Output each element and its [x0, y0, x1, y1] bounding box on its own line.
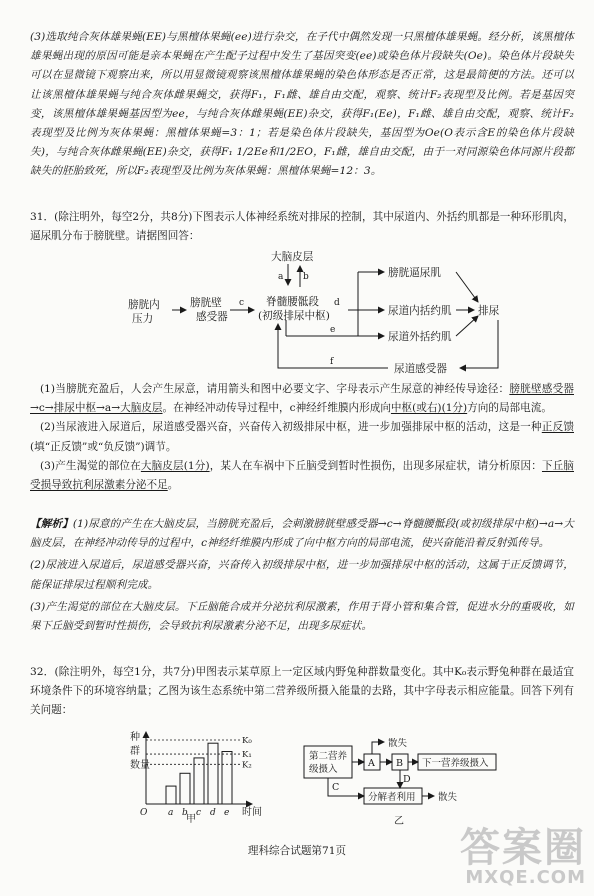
question-stem: 32．(除注明外，每空1分，共7分)甲图表示某草原上一定区域内野兔种群数量变化。其中K₀表示野兔种群在最适宜环境条件下的环境容纳量；乙图为该生态系统中第二营养级所摄入能量的去路，其中字母表示相应能量。回答下列有关问题： [30, 666, 574, 717]
q31-explanation [30, 515, 574, 636]
bar-c [194, 758, 204, 804]
x-label: 时间 [242, 807, 262, 818]
population-chart-jia [128, 728, 278, 824]
node-bladder-wall-line2: 感受器 [196, 311, 228, 323]
x-tick-O: O [140, 808, 148, 818]
y-label-1: 种 [130, 732, 140, 743]
node-urination: 排尿 [478, 305, 500, 317]
page-footer: 理科综合试题第71页 [247, 845, 347, 857]
bar-b [180, 773, 190, 804]
y-label-2: 群 [130, 746, 140, 757]
explanation-2: (2)尿液进入尿道后，尿道感受器兴奋，兴奋传入初级排尿中枢，进一步加强排尿中枢的活动，这属于正反馈调节，能保证排尿过程顺利完成。 [30, 559, 574, 591]
q31-subquestions [30, 380, 574, 495]
k-label-1: K₁ [242, 750, 252, 761]
chart-x-ticks [140, 808, 229, 818]
diagram-caption-yi: 乙 [394, 816, 404, 827]
label-b: b [303, 272, 309, 282]
q31-sub2: (2)当尿液进入尿道后，尿道感受器兴奋，兴奋传入初级排尿中枢，进一步加强排尿中枢的活动，这是一种正反馈(填“正反馈”或“负反馈”)调节。 [30, 421, 574, 453]
watermark-logo-mark: 答案圈 [460, 825, 586, 871]
box-B-label: B [396, 758, 403, 769]
label-e: e [330, 325, 336, 335]
q31-sub1: (1)当膀胱充盈后，人会产生尿意，请用箭头和图中必要文字、字母表示产生尿意的神经传导途径：膀胱壁感受器→c→排尿中枢→a→大脑皮层。在神经冲动传导过程中，c神经纤维膜内形成向中枢(或右)(1分)方向的局部电流。 [30, 383, 574, 415]
x-tick-a: a [168, 808, 174, 818]
x-tick-d: d [210, 808, 216, 818]
q30-part3-answer [30, 28, 574, 182]
question-stem: 31．(除注明外，每空2分，共8分)下图表示人体神经系统对排尿的控制，其中尿道内、外括约肌都是一种环形肌肉，逼尿肌分布于膀胱壁。请据图回答： [30, 211, 574, 243]
paragraph: (3)选取纯合灰体雄果蝇(EE)与黑檀体果蝇(ee)进行杂交，在子代中偶然发现一只黑檀体雄果蝇。经分析，该黑檀体雄果蝇出现的原因可能是亲本果蝇在产生配子过程中发生了基因突变(ee)或染色体片段缺失(Oe)。染色体片段缺失可以在显微镜下观察出来，所以用显微镜观察该黑檀体雄果蝇的染色体形态是否正常，这是最简便的方法。还可以让该黑檀体雄果蝇与纯合灰体雌果蝇交，获得F₁，F₁雌、雄自由交配，观察、统计F₂表现型及比例。若是基因突变，该黑檀体雄果蝇基因型为ee，与纯合灰体雌果蝇(EE)杂交，获得F₁(Ee)，F₁雌、雄自由交配，观察、统计F₂表现型及比例为灰体果蝇：黑檀体果蝇=3：1；若是染色体片段缺失，基因型为Oe(O表示含E的染色体片段缺失)，与纯合灰体雌果蝇(EE)杂交，获得F₁ 1/2Ee和1/2EO，F₁雌，雄自由交配，由于一对同源染色体同源片段都缺失的胚胎致死，所以F₂表现型及比例为灰体果蝇：黑檀体果蝇=12：3。 [30, 31, 574, 178]
loss-label-1: 散失 [388, 738, 408, 749]
explanation-3: (3)产生渴觉的部位在大脑皮层。下丘脑能合成并分泌抗利尿激素，作用于肾小管和集合管，促进水分的重吸收，如果下丘脑受到暂时性损伤，会导致抗利尿激素分泌不足，出现多尿症状。 [30, 600, 574, 633]
node-bladder-pressure: 膀胱内 [128, 299, 160, 311]
bar-a [166, 786, 176, 804]
node-outer-sphincter: 尿道外括约肌 [388, 331, 452, 343]
y-label-3: 数量 [130, 760, 150, 771]
node-bladder-pressure-line2: 压力 [132, 313, 154, 325]
loss-label-2: 散失 [438, 792, 458, 803]
k-label-2: K₂ [242, 760, 252, 771]
node-detrusor: 膀胱逼尿肌 [388, 267, 441, 279]
box-next-level-label: 下一营养级摄入 [422, 758, 489, 769]
k-label-0: K₀ [242, 736, 252, 746]
watermark-logo [460, 825, 586, 888]
bar-e [222, 752, 232, 804]
label-f: f [330, 357, 334, 367]
bar-d [208, 743, 218, 804]
chart-k-lines [146, 736, 252, 770]
node-sacral-cord: 脊髓腰骶段 [266, 296, 319, 308]
node-urethra-receptor: 尿道感受器 [394, 363, 447, 374]
label-C: C [332, 782, 340, 793]
box-second-level-line2: 级摄入 [309, 764, 338, 775]
node-inner-sphincter: 尿道内括约肌 [388, 305, 452, 317]
q31-sub3: (3)产生渴觉的部位在大脑皮层(1分)，某人在车祸中下丘脑受到暂时性损伤，出现多尿症状，请分析原因：下丘脑受损导致抗利尿激素分泌不足。 [30, 459, 574, 492]
watermark-url: MXQE.COM [465, 867, 586, 888]
q31-stem [30, 208, 574, 246]
box-second-level-line1: 第二营养 [309, 751, 348, 762]
x-tick-e: e [224, 808, 230, 818]
box-decomposer-label: 分解者利用 [368, 792, 416, 803]
label-c: c [239, 298, 245, 308]
box-A-label: A [368, 758, 375, 769]
x-tick-b: b [182, 808, 188, 818]
node-cerebral-cortex: 大脑皮层 [271, 251, 314, 263]
explanation-1: 【解析】(1)尿意的产生在大脑皮层，当膀胱充盈后，会刺激膀胱壁感受器→c→脊髓腰骶段(或初级排尿中枢)→a→大脑皮层，在神经冲动传导的过程中，c神经纤维膜内形成了向中枢方向的局部电流，使兴奋能沿着反射弧传导。 [30, 518, 574, 550]
energy-flow-diagram-yi [302, 738, 532, 828]
x-tick-c: c [196, 808, 202, 818]
node-sacral-cord-line2: (初级排尿中枢) [258, 310, 330, 322]
node-bladder-wall: 膀胱壁 [190, 297, 222, 309]
label-D: D [403, 774, 411, 785]
chart-bars [166, 743, 232, 804]
neural-pathway-diagram [118, 248, 518, 374]
q32-stem [30, 663, 574, 721]
label-d: d [334, 298, 340, 308]
chart-caption-jia: 甲 [186, 814, 196, 824]
label-a: a [278, 272, 284, 282]
